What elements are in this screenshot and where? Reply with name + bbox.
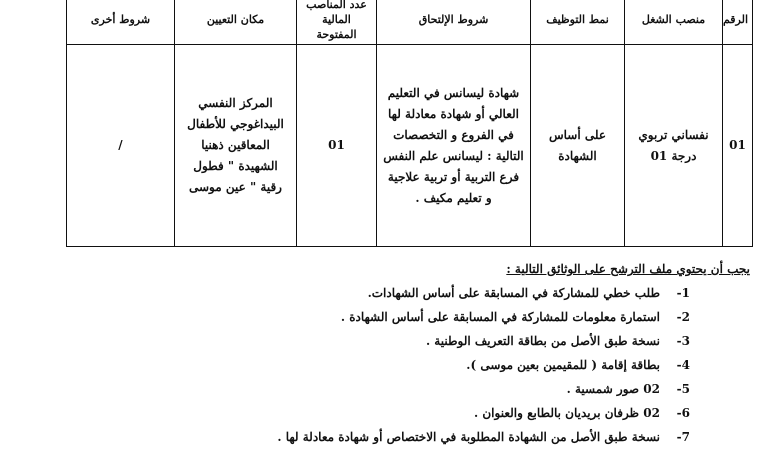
header-mode: نمط التوظيف	[531, 0, 625, 45]
item-text: 02 صور شمسية .	[566, 382, 660, 396]
cell-place: المركز النفسي البيداغوجي للأطفال المعاقين ذهنيا الشهيدة " فطول رقية " عين موسى	[175, 45, 297, 247]
list-item	[250, 310, 690, 334]
cell-seats: 01	[297, 45, 377, 247]
cell-post: نفساني تربوي درجة 01	[625, 45, 723, 247]
cell-mode: على أساس الشهادة	[531, 45, 625, 247]
item-number: -4	[676, 358, 690, 372]
item-number: -5	[676, 382, 690, 396]
item-text: 02 ظرفان بريديان بالطابع والعنوان .	[474, 406, 660, 420]
item-text: طلب خطي للمشاركة في المسابقة على أساس الشهادات.	[367, 286, 660, 300]
header-place: مكان التعيين	[175, 0, 297, 45]
header-other: شروط أخرى	[67, 0, 175, 45]
cell-num: 01	[723, 45, 753, 247]
item-number: -1	[676, 286, 690, 300]
item-text: نسخة طبق الأصل من بطاقة التعريف الوطنية .	[425, 334, 660, 348]
item-number: -6	[676, 406, 690, 420]
list-item	[250, 334, 690, 358]
header-conditions: شروط الإلتحاق	[377, 0, 531, 45]
item-text: نسخة طبق الأصل من الشهادة المطلوبة في الاختصاص أو شهادة معادلة لها .	[277, 430, 660, 444]
item-number: -7	[676, 430, 690, 444]
item-number: -2	[676, 310, 690, 324]
documents-intro: يجب أن يحتوي ملف الترشح على الوثائق التالية :	[506, 262, 750, 276]
item-number: -3	[676, 334, 690, 348]
header-num: الرقم	[723, 0, 753, 45]
job-positions-table	[66, 0, 753, 247]
header-post: منصب الشغل	[625, 0, 723, 45]
list-item	[250, 358, 690, 382]
item-text: بطاقة إقامة ( للمقيمين بعين موسى ).	[466, 358, 660, 372]
cell-conditions: شهادة ليسانس في التعليم العالي أو شهادة معادلة لها في الفروع و التخصصات التالية : ليسانس علم النفس فرع التربية أو تربية علاجية و تعليم مكيف .	[377, 45, 531, 247]
cell-other: /	[67, 45, 175, 247]
list-item	[250, 406, 690, 430]
list-item	[250, 286, 690, 310]
list-item	[250, 430, 690, 454]
item-text: استمارة معلومات للمشاركة في المسابقة على أساس الشهادة .	[340, 310, 660, 324]
header-seats: عدد المناصب المالية المفتوحة	[297, 0, 377, 45]
list-item	[250, 382, 690, 406]
table-row	[67, 45, 753, 247]
table-header-row	[67, 0, 753, 45]
documents-list	[250, 286, 690, 454]
